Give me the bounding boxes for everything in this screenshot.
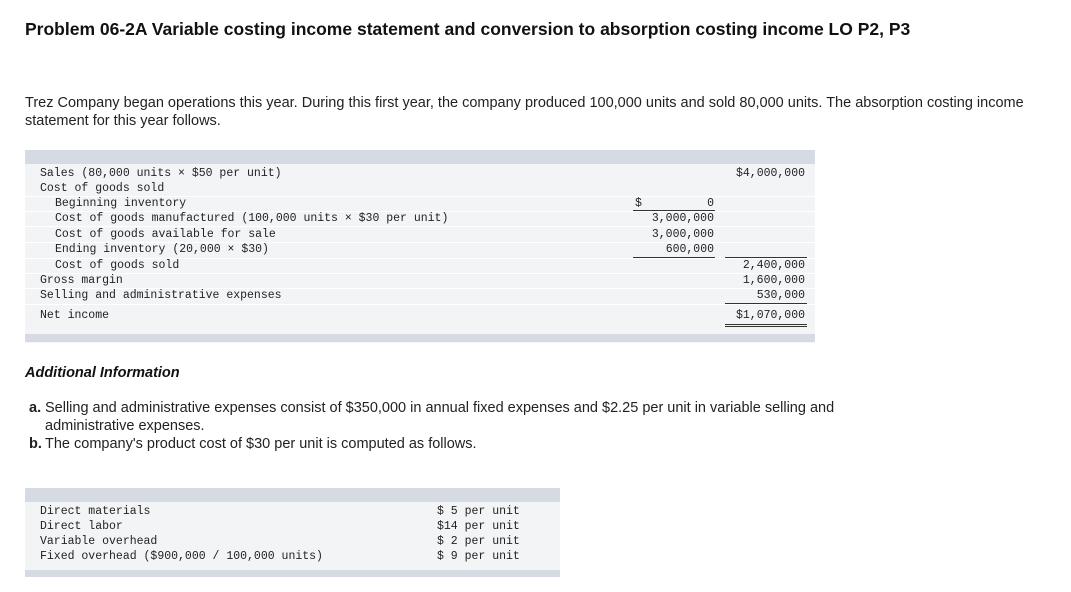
list-item-text: The company's product cost of $30 per unit is computed as follows. xyxy=(45,436,477,452)
table-row xyxy=(25,549,560,564)
row-label: Fixed overhead ($900,000 / 100,000 units) xyxy=(40,550,323,563)
list-item xyxy=(25,399,925,435)
table-row xyxy=(25,273,815,288)
list-item-text: Selling and administrative expenses consist of $350,000 in annual fixed expenses and $2.25 per unit in variable selling and administrative expenses. xyxy=(45,400,835,434)
product-cost-table xyxy=(25,488,560,577)
row-value: 3,000,000 xyxy=(651,212,714,225)
list-marker: a. xyxy=(29,400,42,416)
table-header-band xyxy=(25,488,560,502)
list-item xyxy=(25,435,925,453)
row-label: Direct labor xyxy=(40,520,123,533)
table-row xyxy=(25,308,815,323)
table-row xyxy=(25,166,815,181)
row-value: 0 xyxy=(707,197,714,210)
dollar-sign: $ xyxy=(635,197,642,210)
row-value: 1,600,000 xyxy=(742,274,805,287)
table-row xyxy=(25,288,815,303)
row-label: Sales (80,000 units × $50 per unit) xyxy=(40,167,282,180)
intro-paragraph: Trez Company began operations this year. During this first year, the company produced 100,000 units and sold 80,000 units. The absorption costing income statement for this year follows. xyxy=(25,95,1024,129)
row-label: Net income xyxy=(40,309,110,322)
row-value: $14 per unit xyxy=(437,520,520,533)
row-value: 2,400,000 xyxy=(742,259,805,272)
row-label: Cost of goods sold xyxy=(40,182,165,195)
row-value: $1,070,000 xyxy=(735,309,805,322)
additional-info-heading: Additional Information xyxy=(25,365,180,381)
row-value: 530,000 xyxy=(756,289,805,302)
row-value: $ 2 per unit xyxy=(437,535,520,548)
additional-info-list xyxy=(25,399,925,453)
table-row xyxy=(25,196,815,211)
table-row xyxy=(25,242,815,257)
table-row xyxy=(25,258,815,273)
row-value: 3,000,000 xyxy=(651,228,714,241)
row-label: Cost of goods sold xyxy=(55,259,180,272)
table-row xyxy=(25,211,815,226)
row-label: Cost of goods available for sale xyxy=(55,228,276,241)
table-footer-band xyxy=(25,570,560,577)
table-row xyxy=(25,504,560,519)
table-row xyxy=(25,534,560,549)
row-label: Gross margin xyxy=(40,274,123,287)
table-header-band xyxy=(25,150,815,164)
absorption-income-statement xyxy=(25,150,815,343)
row-label: Direct materials xyxy=(40,505,151,518)
row-label: Variable overhead xyxy=(40,535,158,548)
table-row xyxy=(25,227,815,242)
row-value: 600,000 xyxy=(665,243,714,256)
table-row xyxy=(25,181,815,196)
row-value: $ 5 per unit xyxy=(437,505,520,518)
row-label: Ending inventory (20,000 × $30) xyxy=(55,243,269,256)
row-value: $ 9 per unit xyxy=(437,550,520,563)
table-row xyxy=(25,519,560,534)
row-label: Selling and administrative expenses xyxy=(40,289,282,302)
problem-title: Problem 06-2A Variable costing income statement and conversion to absorption costing income LO P2, P3 xyxy=(25,19,911,39)
table-footer-band xyxy=(25,334,815,342)
row-label: Beginning inventory xyxy=(55,197,187,210)
row-label: Cost of goods manufactured (100,000 units × $30 per unit) xyxy=(55,212,449,225)
list-marker: b. xyxy=(29,436,42,452)
row-value: $4,000,000 xyxy=(735,167,805,180)
